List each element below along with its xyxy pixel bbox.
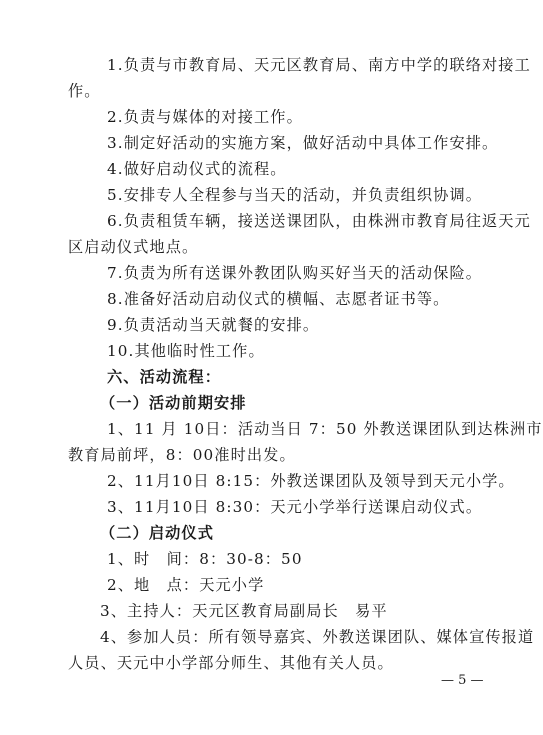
- duty-item-7: 7.负责为所有送课外教团队购买好当天的活动保险。: [107, 264, 483, 282]
- ceremony-time: 1、时 间：8：30-8：50: [107, 550, 303, 568]
- duty-item-3: 3.制定好活动的实施方案，做好活动中具体工作安排。: [107, 134, 499, 152]
- subsection-heading-ceremony: （二）启动仪式: [100, 524, 215, 542]
- duty-item-10: 10.其他临时性工作。: [107, 342, 265, 360]
- duty-item-4: 4.做好启动仪式的流程。: [107, 160, 287, 178]
- duty-item-9: 9.负责活动当天就餐的安排。: [107, 316, 320, 334]
- duty-item-1: 1.负责与市教育局、天元区教育局、南方中学的联络对接工: [107, 56, 531, 74]
- duty-item-1-cont: 作。: [68, 82, 101, 100]
- schedule-item-2: 2、11月10日 8:15：外教送课团队及领导到天元小学。: [107, 472, 515, 490]
- duty-item-6: 6.负责租赁车辆，接送送课团队，由株洲市教育局往返天元: [107, 212, 531, 230]
- page-number: — 5 —: [441, 673, 484, 688]
- schedule-item-1-cont: 教育局前坪，8：00准时出发。: [68, 446, 296, 464]
- section-heading-activity-flow: 六、活动流程：: [107, 368, 222, 386]
- duty-item-6-cont: 区启动仪式地点。: [68, 238, 199, 256]
- duty-item-8: 8.准备好活动启动仪式的横幅、志愿者证书等。: [107, 290, 450, 308]
- schedule-item-1: 1、11 月 10日：活动当日 7：50 外教送课团队到达株洲市: [107, 420, 543, 438]
- ceremony-host: 3、主持人：天元区教育局副局长 易平: [100, 602, 388, 620]
- ceremony-participants: 4、参加人员：所有领导嘉宾、外教送课团队、媒体宣传报道: [100, 628, 535, 646]
- duty-item-5: 5.安排专人全程参与当天的活动，并负责组织协调。: [107, 186, 483, 204]
- subsection-heading-preparation: （一）活动前期安排: [100, 394, 247, 412]
- ceremony-location: 2、地 点：天元小学: [107, 576, 265, 594]
- schedule-item-3: 3、11月10日 8:30：天元小学举行送课启动仪式。: [107, 498, 483, 516]
- duty-item-2: 2.负责与媒体的对接工作。: [107, 108, 303, 126]
- ceremony-participants-cont: 人员、天元中小学部分师生、其他有关人员。: [68, 654, 394, 672]
